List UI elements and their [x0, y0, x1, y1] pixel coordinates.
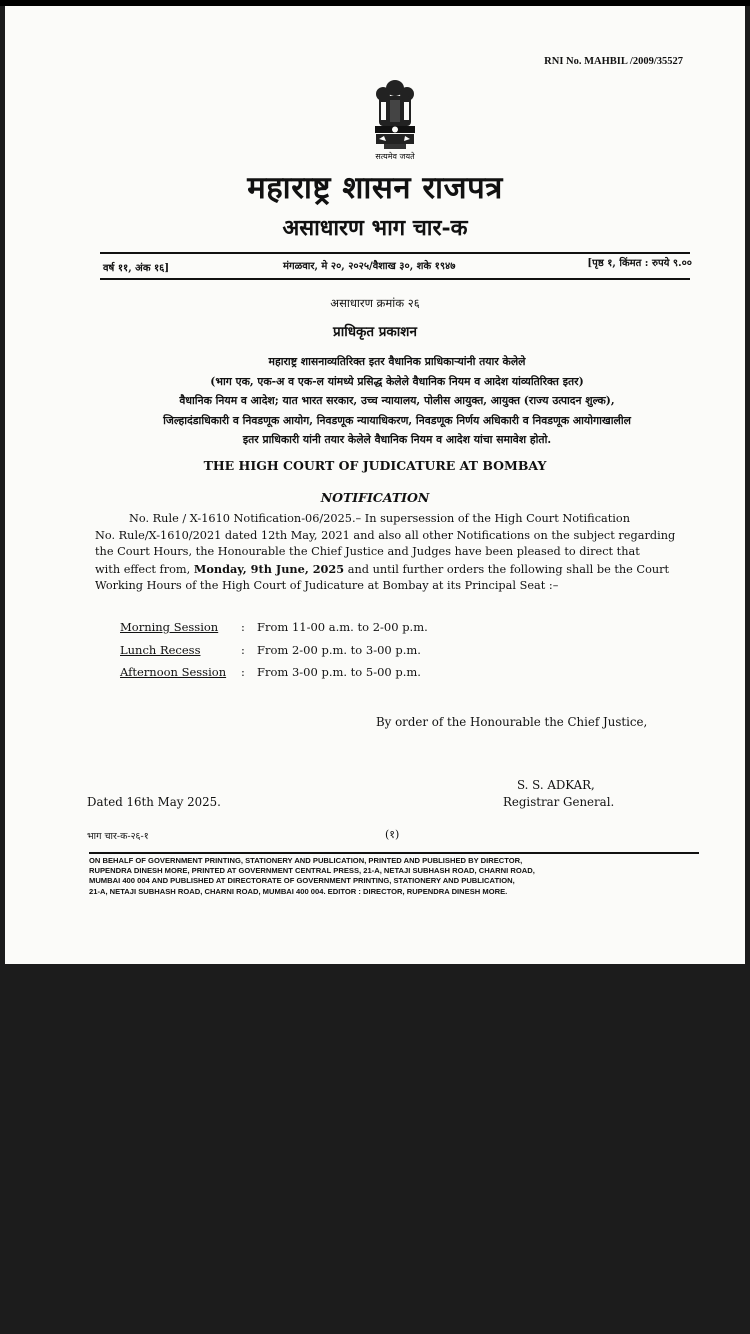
footer-rule: [89, 852, 699, 854]
effective-date: Monday, 9th June, 2025: [193, 561, 345, 576]
notification-title: NOTIFICATION: [320, 490, 430, 505]
gazette-title: महाराष्ट्र शासन राजपत्र: [247, 170, 503, 206]
authorised-publication: प्राधिकृत प्रकाशन: [333, 324, 417, 340]
body-line-effective: [95, 561, 705, 579]
issue-price: [पृष्ठ १, किंमत : रुपये ९.००: [587, 258, 692, 269]
session-time: From 3-00 p.m. to 5-00 p.m.: [257, 665, 421, 679]
signatory-name: S. S. ADKAR,: [517, 778, 595, 792]
session-label: Afternoon Session: [120, 665, 227, 679]
body-text: and until further orders the following shall be the Court: [344, 562, 670, 576]
body-text: with effect from,: [95, 562, 194, 576]
imprint-line: MUMBAI 400 004 AND PUBLISHED AT DIRECTORATE OF GOVERNMENT PRINTING, STATIONERY AND PUBLICATION,: [89, 876, 515, 886]
printer-imprint: [89, 856, 701, 897]
session-label: Morning Session: [120, 620, 219, 634]
notification-body: [95, 511, 705, 595]
dated-line: Dated 16th May 2025.: [87, 795, 221, 809]
issue-date: मंगळवार, मे २०, २०२५/वैशाख ३०, शके १९४७: [283, 261, 456, 272]
imprint-line: RUPENDRA DINESH MORE, PRINTED AT GOVERNMENT CENTRAL PRESS, 21-A, NETAJI SUBHASH ROAD, CHARNI ROAD,: [89, 866, 535, 876]
rni-number: RNI No. MAHBIL /2009/35527: [544, 56, 683, 67]
session-time: From 2-00 p.m. to 3-00 p.m.: [257, 642, 421, 657]
emblem-motto: सत्यमेव जयते: [375, 152, 415, 161]
gazette-subtitle: असाधारण भाग चार-क: [282, 215, 468, 241]
session-colon: :: [241, 620, 245, 634]
description-line: जिल्हादंडाधिकारी व निवडणूक आयोग, निवडणूक न्यायाधिकरण, निवडणूक निर्णय अधिकारी व निवडणूक आयोगाखालील: [163, 413, 631, 427]
description-line: वैधानिक नियम व आदेश; यात भारत सरकार, उच्च न्यायालय, पोलीस आयुक्त, आयुक्त (राज्य उत्पादन शुल्क),: [179, 394, 615, 407]
session-colon: :: [241, 665, 245, 679]
signatory-title: Registrar General.: [503, 795, 615, 809]
session-colon: :: [241, 642, 245, 657]
description-line: (भाग एक, एक-अ व एक-ल यांमध्ये प्रसिद्ध केलेले वैधानिक नियम व आदेश यांव्यतिरिक्त इतर): [210, 374, 584, 388]
session-time: From 11-00 a.m. to 2-00 p.m.: [257, 620, 428, 634]
header-rule-bottom: [100, 278, 690, 280]
imprint-line: 21-A, NETAJI SUBHASH ROAD, CHARNI ROAD, MUMBAI 400 004. EDITOR : DIRECTOR, RUPENDRA DINESH MORE.: [89, 886, 508, 896]
imprint-line: ON BEHALF OF GOVERNMENT PRINTING, STATIONERY AND PUBLICATION, PRINTED AND PUBLISHED BY DIRECTOR,: [89, 856, 523, 865]
gazette-description: [97, 352, 697, 450]
body-line: Working Hours of the High Court of Judicature at Bombay at its Principal Seat :–: [95, 579, 559, 593]
issue-volume: वर्ष ११, अंक १६]: [103, 263, 170, 274]
description-line: इतर प्राधिकारी यांनी तयार केलेले वैधानिक नियम व आदेश यांचा समावेश होतो.: [242, 433, 552, 446]
body-line: the Court Hours, the Honourable the Chief Justice and Judges have been pleased to direct that: [95, 545, 640, 559]
description-line: महाराष्ट्र शासनाव्यतिरिक्त इतर वैधानिक प्राधिकाऱ्यांनी तयार केलेले: [268, 355, 526, 368]
page-number: (१): [385, 828, 400, 841]
gazette-page: [5, 6, 745, 964]
body-line: No. Rule / X-1610 Notification-06/2025.– In supersession of the High Court Notification: [129, 512, 631, 525]
session-label: Lunch Recess: [120, 642, 201, 657]
footer-code: भाग चार-क-२६-१: [87, 831, 149, 842]
header-rule-top: [100, 252, 690, 254]
extraordinary-number: असाधारण क्रमांक २६: [330, 296, 420, 310]
body-line: No. Rule/X-1610/2021 dated 12th May, 2021 and also all other Notifications on the subject regarding: [95, 528, 676, 542]
by-order-line: By order of the Honourable the Chief Justice,: [376, 715, 648, 729]
court-name: THE HIGH COURT OF JUDICATURE AT BOMBAY: [203, 458, 547, 473]
